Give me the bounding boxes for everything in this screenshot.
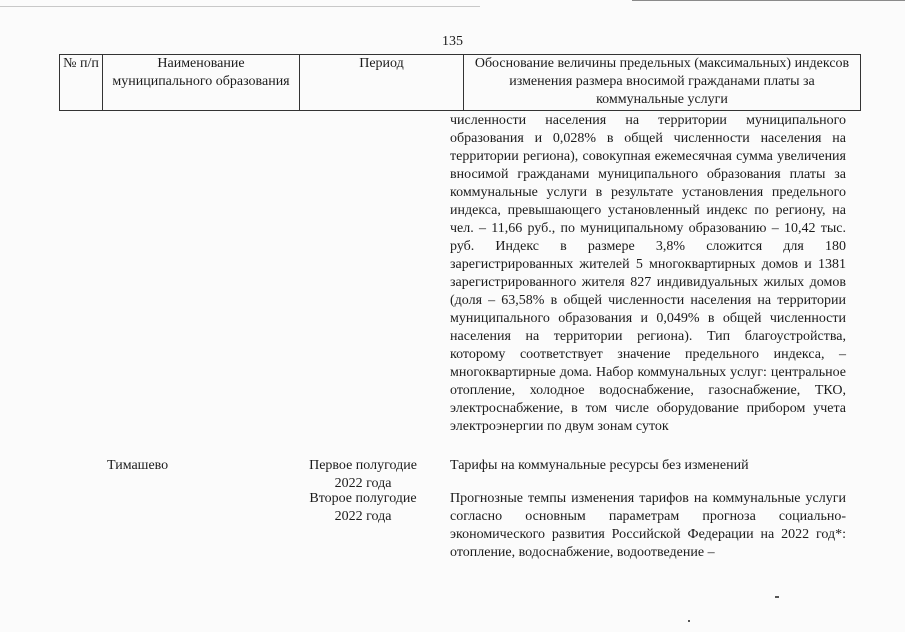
period-second-half: Второе полугодие 2022 года — [309, 491, 417, 524]
justification-first-half: Тарифы на коммунальные ресурсы без изменений — [450, 458, 749, 473]
scan-edge-top-left — [0, 6, 480, 7]
header-justification: Обоснование величины предельных (максимальных) индексов изменения размера вносимой гражданами платы за коммунальные услуги — [464, 55, 861, 111]
header-municipality: Наименование муниципального образования — [103, 55, 300, 111]
table-header — [59, 54, 861, 111]
justification-second-half: Прогнозные темпы изменения тарифов на коммунальные услуги согласно основным параметрам прогноза социально-экономического развития Российской Федерации на 2022 год*: отопление, водоснабжение, водоотведение – — [450, 491, 846, 560]
scan-speck — [775, 596, 779, 598]
header-period: Период — [300, 55, 464, 111]
scan-speck — [688, 620, 690, 622]
period-first-half: Первое полугодие 2022 года — [309, 458, 417, 491]
page-number: 135 — [442, 34, 463, 49]
scan-edge-top-right — [632, 0, 905, 1]
municipality-name: Тимашево — [107, 458, 169, 473]
continuation-text: численности населения на территории муниципального образования и 0,028% в общей численности населения на территории региона), совокупная ежемесячная сумма увеличения вносимой гражданами муниципального образования платы за коммунальные услуги в результате установления предельного индекса, превышающего установленный индекс по региону, на чел. – 11,66 руб., по муниципальному образованию – 10,42 тыс. руб. Индекс в размере 3,8% сложится для 180 зарегистрированных жителей 5 многоквартирных домов и 1381 зарегистрированного жителя 827 индивидуальных жилых домов (доля – 63,58% в общей численности населения на территории муниципального образования и 0,049% в общей численности населения на территории региона). Тип благоустройства, которому соответствует значение предельного индекса, – многоквартирные дома. Набор коммунальных услуг: центральное отопление, холодное водоснабжение, газоснабжение, ТКО, электроснабжение, в том числе оборудование прибором учета электроэнергии по двум зонам суток — [450, 113, 846, 434]
header-num: № п/п — [60, 55, 103, 111]
